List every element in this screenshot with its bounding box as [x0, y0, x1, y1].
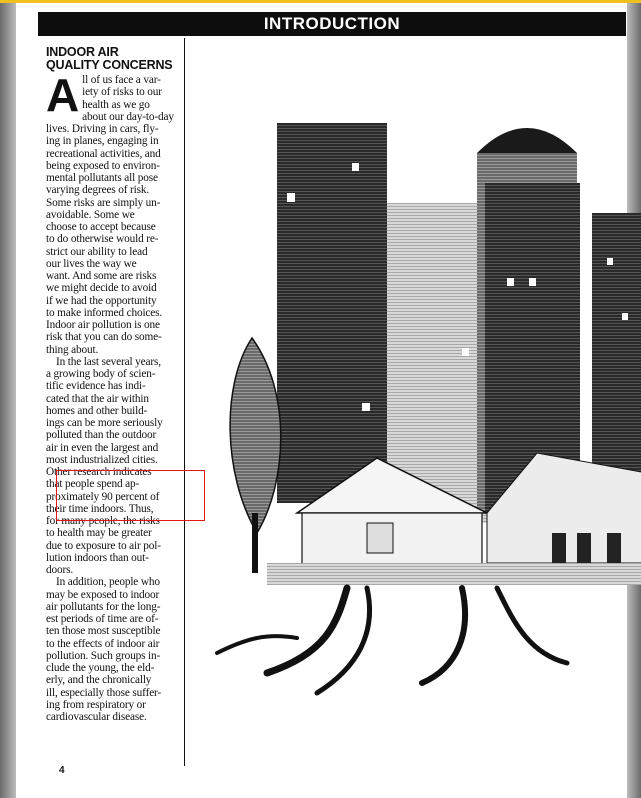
text-line: cardiovascular disease.: [46, 711, 147, 723]
section-banner: INTRODUCTION: [38, 12, 626, 36]
text-line: polluted than the outdoor: [46, 429, 157, 442]
text-line: In the last several years,: [56, 355, 161, 368]
text-line: ll of us face a var-: [82, 74, 161, 86]
text-line: being exposed to environ-: [46, 159, 160, 172]
text-line: proximately 90 percent of: [46, 490, 160, 503]
tree: [230, 338, 281, 573]
document-page: [22, 3, 626, 793]
paragraph-1: [46, 69, 186, 356]
text-line: erly, and the chronically: [46, 674, 152, 687]
text-line: due to exposure to air pol-: [46, 539, 161, 552]
text-line: that people spend ap-: [46, 478, 140, 491]
text-line: thing about.: [46, 343, 99, 356]
paragraph-2: [46, 356, 186, 577]
drop-cap: A: [46, 69, 80, 121]
text-line: may be exposed to indoor: [46, 588, 160, 601]
text-line: clude the young, the eld-: [46, 662, 155, 674]
text-line: a growing body of scien-: [46, 368, 156, 380]
text-line: lives. Driving in cars, fly-: [46, 123, 159, 135]
viewer-frame-left: [0, 0, 16, 798]
text-line: tific evidence has indi-: [46, 380, 146, 393]
text-line: their time indoors. Thus,: [46, 502, 154, 515]
text-line: strict our ability to lead: [46, 245, 148, 258]
text-line: avoidable. Some we: [46, 208, 135, 221]
paragraph-3: [46, 576, 186, 723]
text-line: we might decide to avoid: [46, 282, 157, 295]
text-line: choose to accept because: [46, 221, 156, 233]
text-line: most industrialized cities.: [46, 453, 158, 466]
text-line: our lives the way we: [46, 257, 137, 270]
text-line: about our day-to-day: [82, 110, 174, 123]
text-line: recreational activities, and: [46, 147, 161, 160]
text-line: Indoor air pollution is one: [46, 319, 160, 331]
text-line: est periods of time are of-: [46, 613, 159, 625]
article-column: [46, 46, 186, 723]
roots: [217, 588, 567, 693]
text-line: to do otherwise would re-: [46, 233, 159, 246]
text-line: Other research indicates: [46, 466, 152, 478]
text-line: ing in planes, engaging in: [46, 135, 159, 148]
text-line: varying degrees of risk.: [46, 184, 150, 197]
text-line: iety of risks to our: [82, 86, 162, 99]
paragraph-2-lines: [46, 356, 163, 576]
text-line: homes and other build-: [46, 404, 148, 417]
text-line: ing from respiratory or: [46, 698, 146, 711]
text-line: air pollutants for the long-: [46, 600, 161, 613]
text-line: to health may be greater: [46, 527, 152, 540]
article-body: [46, 69, 186, 723]
text-line: cated that the air within: [46, 392, 149, 405]
text-line: risk that you can do some-: [46, 331, 162, 344]
text-line: for many people, the risks: [46, 515, 160, 527]
text-line: In addition, people who: [56, 576, 160, 589]
page-number: 4: [59, 765, 65, 776]
heading-line: QUALITY CONCERNS: [46, 58, 173, 72]
text-line: doors.: [46, 564, 74, 576]
text-line: ten those most susceptible: [46, 625, 161, 638]
illustration: [207, 93, 641, 713]
text-line: to the effects of indoor air: [46, 637, 160, 650]
text-line: pollution. Such groups in-: [46, 649, 161, 662]
heading-line: INDOOR AIR: [46, 45, 119, 59]
text-line: if we had the opportunity: [46, 294, 157, 307]
paragraph-3-lines: [46, 576, 161, 723]
text-line: ings can be more seriously: [46, 417, 163, 429]
text-line: air in even the largest and: [46, 441, 159, 454]
text-line: want. And some are risks: [46, 270, 157, 282]
text-line: ill, especially those suffer-: [46, 686, 162, 699]
article-heading: [46, 46, 186, 72]
text-line: health as we go: [82, 98, 150, 111]
text-line: to make informed choices.: [46, 306, 163, 319]
text-line: mental pollutants all pose: [46, 172, 158, 184]
text-line: lution indoors than out-: [46, 551, 149, 564]
text-line: Some risks are simply un-: [46, 196, 161, 209]
highlight-box: [56, 470, 205, 521]
